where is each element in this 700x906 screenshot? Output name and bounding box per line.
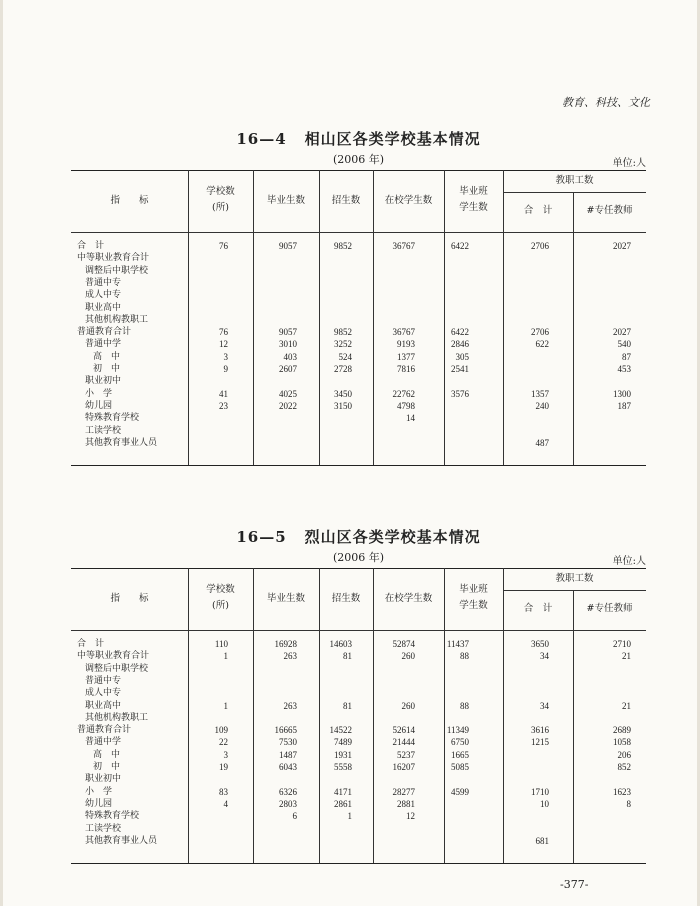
table-cell: 81 bbox=[343, 700, 352, 711]
header-grad-class: 毕业班 bbox=[459, 584, 488, 595]
table-cell: 2689 bbox=[613, 725, 631, 736]
table-cell: 5558 bbox=[334, 762, 352, 772]
table-number: 16—4 bbox=[236, 130, 287, 148]
table-title bbox=[71, 128, 646, 149]
header-graduates: 毕业生数 bbox=[266, 593, 305, 604]
table-cell: 260 bbox=[401, 651, 415, 662]
table-cell: 2728 bbox=[334, 364, 352, 374]
table-cell: 83 bbox=[219, 786, 228, 797]
table-cell: 9 bbox=[223, 364, 228, 374]
table-cell: 6422 bbox=[451, 241, 469, 251]
table-cell: 12 bbox=[406, 811, 415, 822]
table-cell: 9057 bbox=[279, 327, 297, 338]
table-cell: 88 bbox=[460, 651, 469, 662]
table-cell: 7530 bbox=[279, 737, 297, 748]
row-label: 特殊教育学校 bbox=[85, 413, 140, 424]
table-rule bbox=[503, 192, 646, 193]
table-title bbox=[71, 526, 646, 547]
header-schools-unit: (所) bbox=[212, 600, 229, 611]
table-cell: 52614 bbox=[392, 725, 415, 736]
table-cell: 1377 bbox=[397, 351, 415, 362]
header-grad-class: 毕业班 bbox=[459, 186, 488, 197]
table-cell: 263 bbox=[283, 651, 297, 662]
table-column-rule bbox=[253, 170, 254, 465]
table-cell: 1300 bbox=[613, 388, 631, 399]
table-cell: 109 bbox=[214, 725, 228, 736]
header-schools: 学校数 bbox=[206, 584, 235, 595]
table-cell: 12 bbox=[219, 339, 228, 350]
table-cell: 263 bbox=[283, 700, 297, 711]
table-cell: 3252 bbox=[334, 339, 352, 350]
header-indicator: 指 标 bbox=[110, 593, 149, 604]
table-rule bbox=[71, 568, 646, 569]
table-cell: 2803 bbox=[279, 798, 297, 809]
table-cell: 1 bbox=[223, 651, 228, 662]
table-cell: 16665 bbox=[274, 725, 297, 736]
table-cell: 9057 bbox=[279, 241, 297, 251]
table-cell: 2607 bbox=[279, 364, 297, 374]
table-cell: 110 bbox=[214, 639, 228, 649]
table-cell: 7489 bbox=[334, 737, 352, 748]
table-cell: 487 bbox=[535, 437, 549, 448]
table-cell: 2710 bbox=[613, 639, 631, 649]
table-cell: 11349 bbox=[446, 725, 469, 736]
row-label: 普通中专 bbox=[85, 277, 122, 288]
row-label: 特殊教育学校 bbox=[85, 811, 140, 822]
table-cell: 3450 bbox=[334, 388, 352, 399]
header-staff-group: 教职工数 bbox=[555, 573, 594, 584]
table-rule bbox=[71, 630, 646, 631]
table-cell: 28277 bbox=[392, 786, 415, 797]
table-cell: 3616 bbox=[531, 725, 549, 736]
table-cell: 3150 bbox=[334, 400, 352, 411]
table-cell: 5085 bbox=[451, 762, 469, 772]
table-cell: 21 bbox=[622, 651, 631, 662]
header-enrolled: 招生数 bbox=[331, 593, 361, 604]
table-cell: 1 bbox=[223, 700, 228, 711]
row-label: 合 计 bbox=[77, 241, 105, 251]
row-label: 小 学 bbox=[85, 388, 113, 399]
header-graduates: 毕业生数 bbox=[266, 195, 305, 206]
row-label: 合 计 bbox=[77, 639, 105, 649]
row-label: 初 中 bbox=[93, 364, 121, 374]
row-label: 其他机构教职工 bbox=[85, 712, 149, 723]
table-cell: 4 bbox=[223, 798, 228, 809]
row-label: 职业初中 bbox=[85, 376, 122, 387]
table-cell: 1058 bbox=[613, 737, 631, 748]
table-cell: 6422 bbox=[451, 327, 469, 338]
table-column-rule bbox=[573, 590, 574, 863]
table-cell: 6043 bbox=[279, 762, 297, 772]
table-rule bbox=[71, 170, 646, 171]
table-title-text: 相山区各类学校基本情况 bbox=[304, 130, 481, 148]
table-column-rule bbox=[319, 170, 320, 465]
row-label: 小 学 bbox=[85, 786, 113, 797]
table-cell: 453 bbox=[617, 364, 631, 374]
table-cell: 3010 bbox=[279, 339, 297, 350]
table-cell: 2846 bbox=[451, 339, 469, 350]
table-number: 16—5 bbox=[236, 528, 287, 546]
table-cell: 2022 bbox=[279, 400, 297, 411]
row-label: 初 中 bbox=[93, 762, 121, 772]
row-label: 职业高中 bbox=[85, 700, 122, 711]
table-cell: 1623 bbox=[613, 786, 631, 797]
row-label: 普通中专 bbox=[85, 675, 122, 686]
table-cell: 2861 bbox=[334, 798, 352, 809]
row-label: 普通中学 bbox=[85, 339, 122, 350]
table-cell: 305 bbox=[455, 351, 469, 362]
table-cell: 1357 bbox=[531, 388, 549, 399]
table-cell: 681 bbox=[535, 835, 549, 846]
row-label: 中等职业教育合计 bbox=[77, 651, 150, 662]
row-label: 成人中专 bbox=[85, 688, 122, 699]
page-number: -377- bbox=[560, 878, 589, 891]
row-label: 职业高中 bbox=[85, 302, 122, 313]
table-cell: 1710 bbox=[531, 786, 549, 797]
table-rule bbox=[71, 465, 646, 466]
header-in-school: 在校学生数 bbox=[384, 195, 433, 206]
table-cell: 260 bbox=[401, 700, 415, 711]
table-cell: 22762 bbox=[392, 388, 415, 399]
table-cell: 2541 bbox=[451, 364, 469, 374]
table-cell: 2706 bbox=[531, 241, 549, 251]
row-label: 高 中 bbox=[93, 351, 121, 362]
table-cell: 19 bbox=[219, 762, 228, 772]
table-cell: 3576 bbox=[451, 388, 469, 399]
table-cell: 206 bbox=[617, 749, 631, 760]
header-grad-class-2: 学生数 bbox=[459, 202, 488, 213]
table-cell: 2027 bbox=[613, 241, 631, 251]
table-unit: 单位:人 bbox=[612, 556, 646, 567]
header-enrolled: 招生数 bbox=[331, 195, 361, 206]
table-cell: 6 bbox=[292, 811, 297, 822]
table-cell: 9193 bbox=[397, 339, 415, 350]
table-cell: 7816 bbox=[397, 364, 415, 374]
table-cell: 852 bbox=[617, 762, 631, 772]
table-cell: 4798 bbox=[397, 400, 415, 411]
header-teachers: #专任教师 bbox=[586, 205, 633, 216]
table-cell: 34 bbox=[540, 651, 549, 662]
row-label: 工读学校 bbox=[85, 823, 122, 834]
table-cell: 16928 bbox=[274, 639, 297, 649]
table-cell: 187 bbox=[617, 400, 631, 411]
table-cell: 14603 bbox=[329, 639, 352, 649]
table-cell: 76 bbox=[219, 327, 228, 338]
table-cell: 5237 bbox=[397, 749, 415, 760]
row-label: 工读学校 bbox=[85, 425, 122, 436]
row-label: 普通中学 bbox=[85, 737, 122, 748]
table-cell: 6326 bbox=[279, 786, 297, 797]
header-teachers: #专任教师 bbox=[586, 603, 633, 614]
table-cell: 22 bbox=[219, 737, 228, 748]
row-label: 其他教育事业人员 bbox=[85, 437, 158, 448]
table-cell: 524 bbox=[338, 351, 352, 362]
header-staff-group: 教职工数 bbox=[555, 175, 594, 186]
table-cell: 1931 bbox=[334, 749, 352, 760]
table-cell: 3 bbox=[223, 351, 228, 362]
table-rule bbox=[71, 863, 646, 864]
table-cell: 34 bbox=[540, 700, 549, 711]
table-rule bbox=[503, 590, 646, 591]
table-cell: 6750 bbox=[451, 737, 469, 748]
table-cell: 10 bbox=[540, 798, 549, 809]
table-cell: 36767 bbox=[392, 241, 415, 251]
table-cell: 4171 bbox=[334, 786, 352, 797]
row-label: 其他机构教职工 bbox=[85, 314, 149, 325]
table-year: (2006 年) bbox=[332, 551, 385, 564]
header-grad-class-2: 学生数 bbox=[459, 600, 488, 611]
table-cell: 21 bbox=[622, 700, 631, 711]
row-label: 中等职业教育合计 bbox=[77, 253, 150, 264]
table-cell: 1665 bbox=[451, 749, 469, 760]
table-cell: 1487 bbox=[279, 749, 297, 760]
table-cell: 540 bbox=[617, 339, 631, 350]
table-cell: 21444 bbox=[392, 737, 415, 748]
table-cell: 2027 bbox=[613, 327, 631, 338]
header-staff-total: 合 计 bbox=[523, 205, 553, 216]
table-cell: 9852 bbox=[334, 327, 352, 338]
row-label: 幼儿园 bbox=[85, 798, 113, 809]
row-label: 普通教育合计 bbox=[77, 327, 132, 338]
table-cell: 2881 bbox=[397, 798, 415, 809]
header-schools: 学校数 bbox=[206, 186, 235, 197]
table-cell: 11437 bbox=[446, 639, 469, 649]
table-cell: 88 bbox=[460, 700, 469, 711]
table-cell: 622 bbox=[535, 339, 549, 350]
table-cell: 36767 bbox=[392, 327, 415, 338]
table-cell: 23 bbox=[219, 400, 228, 411]
table-cell: 14 bbox=[406, 413, 415, 424]
table-cell: 41 bbox=[219, 388, 228, 399]
table-column-rule bbox=[573, 192, 574, 465]
table-unit: 单位:人 bbox=[612, 158, 646, 169]
table-year: (2006 年) bbox=[332, 153, 385, 166]
table-rule bbox=[71, 232, 646, 233]
header-in-school: 在校学生数 bbox=[384, 593, 433, 604]
table-cell: 87 bbox=[622, 351, 631, 362]
header-schools-unit: (所) bbox=[212, 202, 229, 213]
row-label: 高 中 bbox=[93, 749, 121, 760]
table-title-text: 烈山区各类学校基本情况 bbox=[304, 528, 481, 546]
table-cell: 81 bbox=[343, 651, 352, 662]
header-staff-total: 合 计 bbox=[523, 603, 553, 614]
table-cell: 4599 bbox=[451, 786, 469, 797]
scan-edge-left bbox=[0, 0, 3, 906]
table-cell: 2706 bbox=[531, 327, 549, 338]
table-cell: 8 bbox=[626, 798, 631, 809]
table-cell: 3650 bbox=[531, 639, 549, 649]
row-label: 职业初中 bbox=[85, 774, 122, 785]
table-cell: 76 bbox=[219, 241, 228, 251]
table-cell: 3 bbox=[223, 749, 228, 760]
table-cell: 16207 bbox=[392, 762, 415, 772]
row-label: 幼儿园 bbox=[85, 400, 113, 411]
row-label: 普通教育合计 bbox=[77, 725, 132, 736]
row-label: 调整后中职学校 bbox=[85, 265, 149, 276]
table-cell: 1215 bbox=[531, 737, 549, 748]
table-cell: 4025 bbox=[279, 388, 297, 399]
row-label: 调整后中职学校 bbox=[85, 663, 149, 674]
table-cell: 403 bbox=[283, 351, 297, 362]
table-cell: 14522 bbox=[329, 725, 352, 736]
header-indicator: 指 标 bbox=[110, 195, 149, 206]
row-label: 其他教育事业人员 bbox=[85, 835, 158, 846]
table-cell: 9852 bbox=[334, 241, 352, 251]
section-tag: 教育、科技、文化 bbox=[562, 96, 650, 109]
table-cell: 240 bbox=[535, 400, 549, 411]
table-cell: 52874 bbox=[392, 639, 415, 649]
row-label: 成人中专 bbox=[85, 290, 122, 301]
table-cell: 1 bbox=[347, 811, 352, 822]
